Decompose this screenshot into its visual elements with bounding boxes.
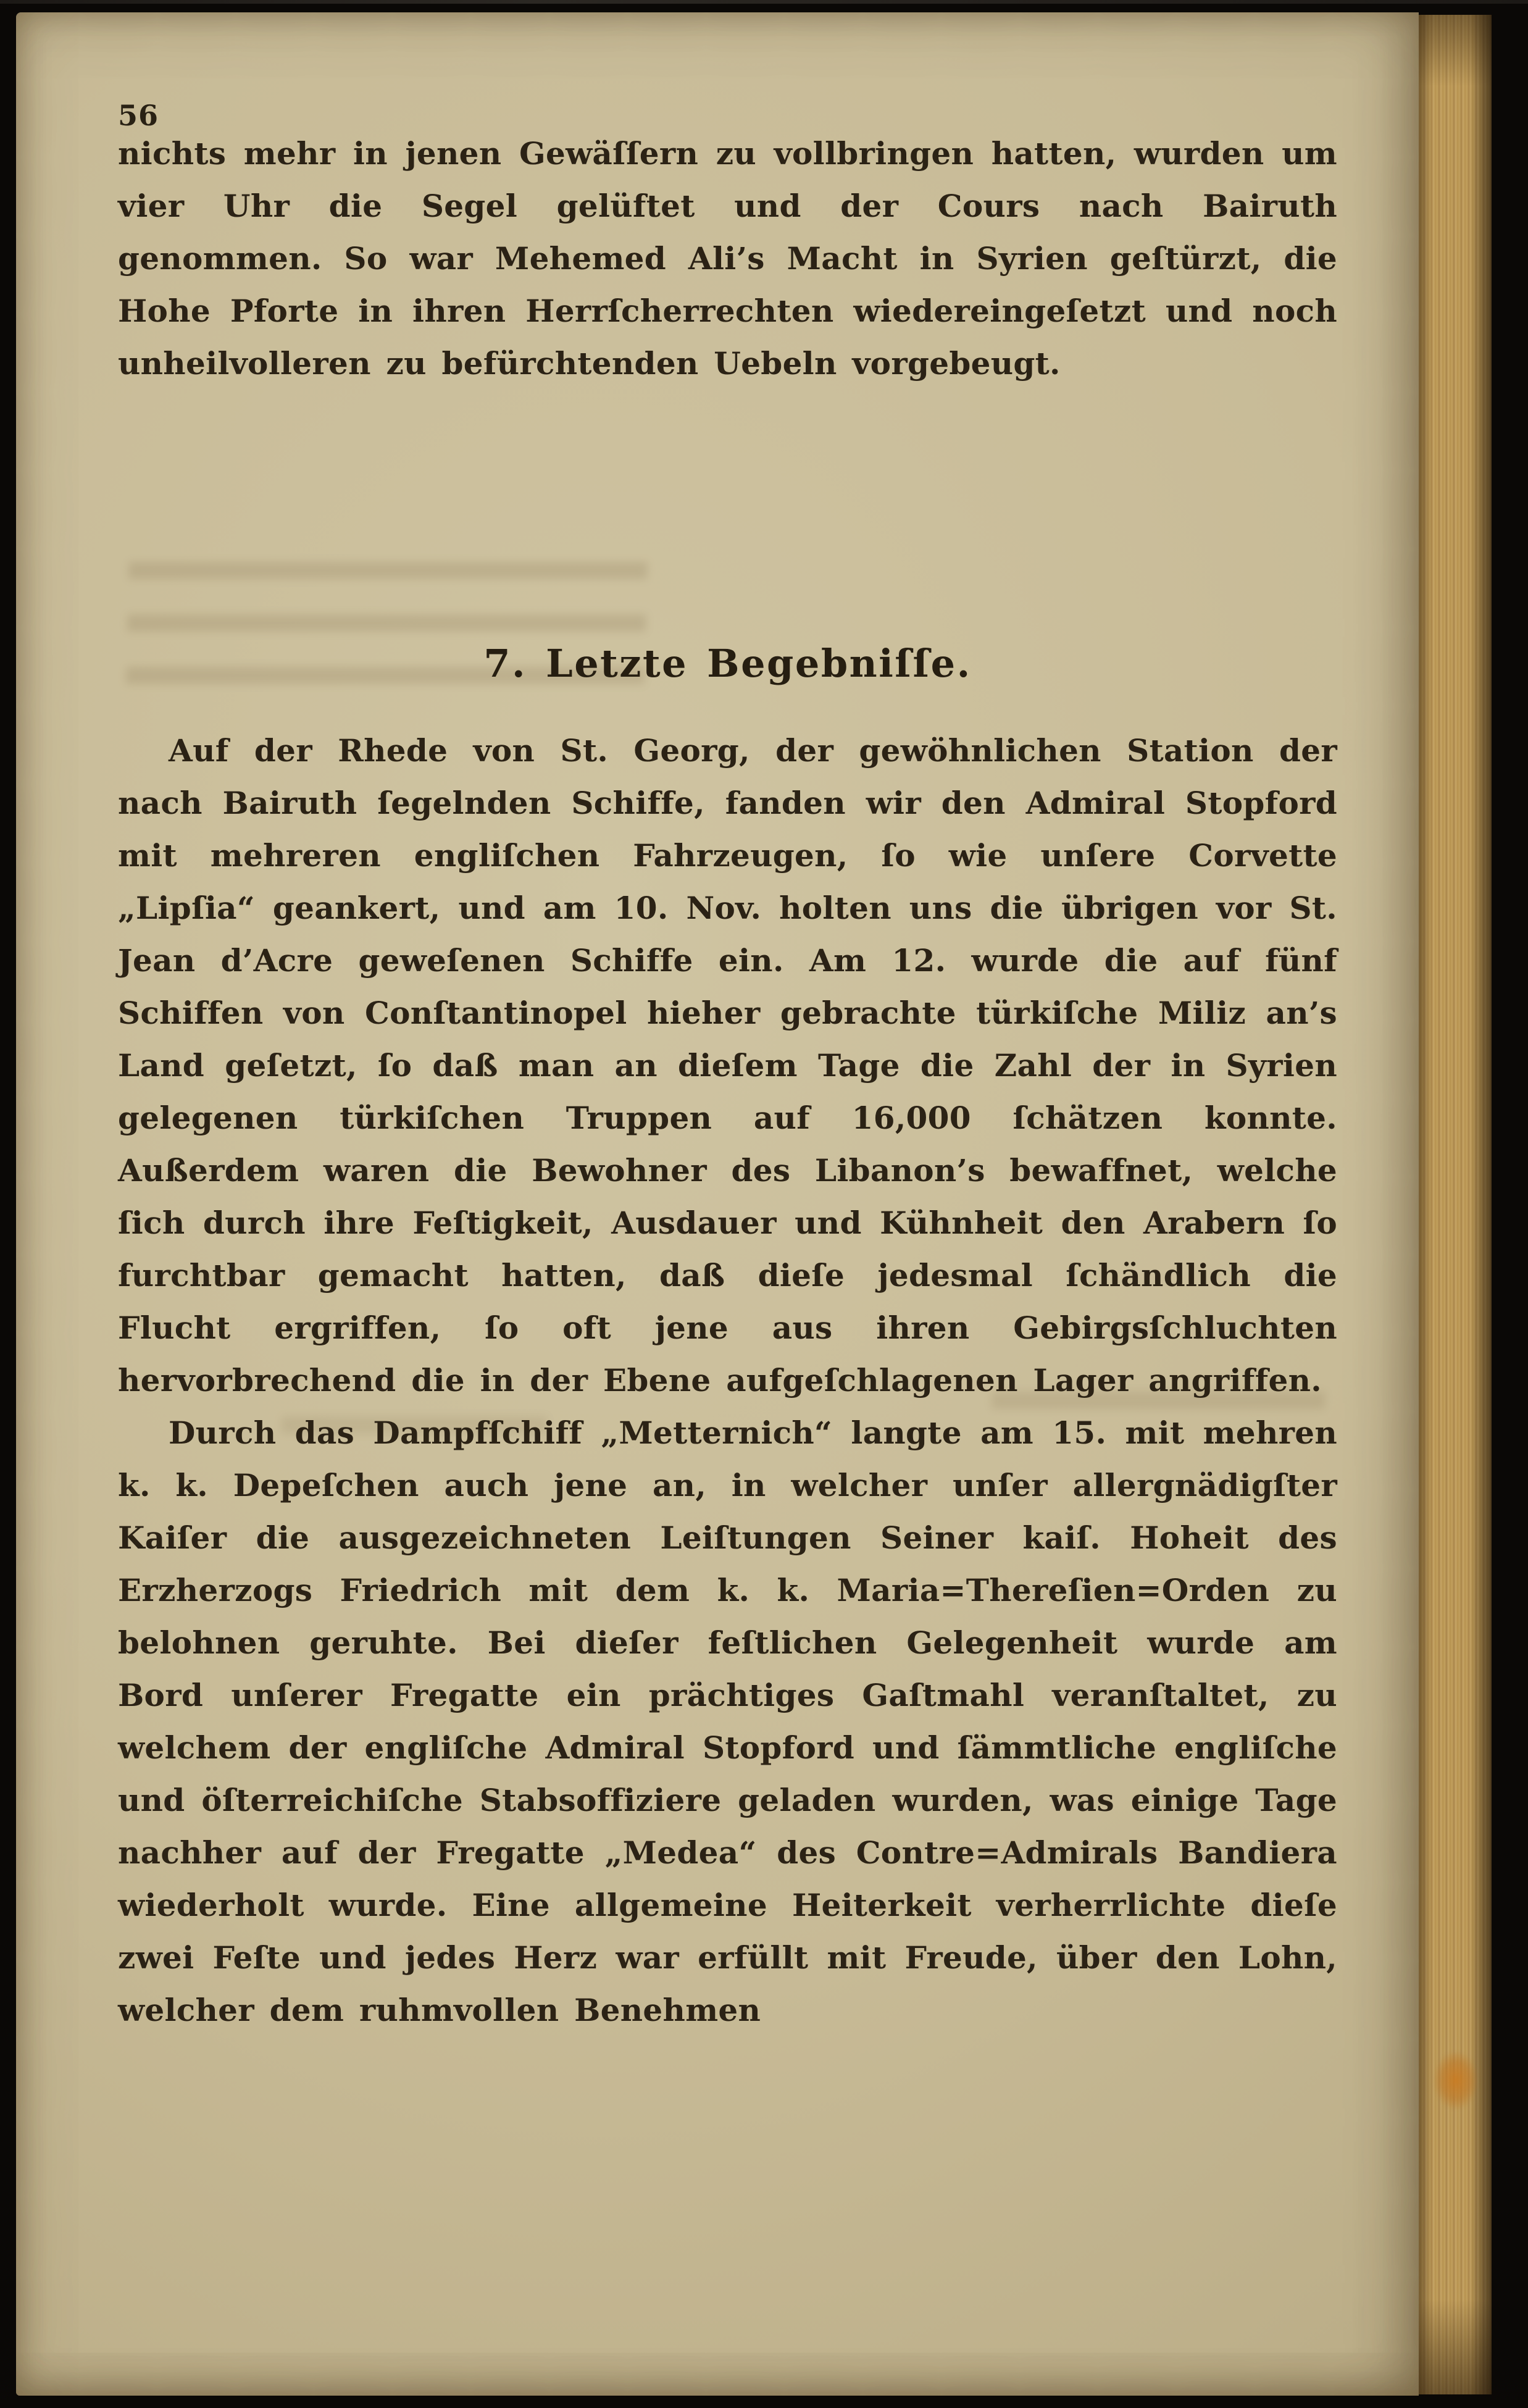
text-block	[118, 127, 1337, 2036]
foxing-stain	[1434, 2051, 1478, 2110]
scanner-edge	[0, 0, 1528, 4]
body-paragraph: Durch das Dampfſchiff „Metternich“ langte am 15. mit mehren k. k. Depeſchen auch jene an, in welcher unſer allergnädigſter Kaiſer die ausgezeichneten Leiſtungen Seiner kaiſ. Hoheit des Erzherzogs Friedrich mit dem k. k. Maria=Thereſien=Orden zu belohnen geruhte. Bei dieſer feſtlichen Gelegenheit wurde am Bord unſerer Fregatte ein prächtiges Gaſtmahl veranſtaltet, zu welchem der engliſche Admiral Stopford und ſämmtliche engliſche und öſterreichiſche Stabsoffiziere geladen wurden, was einige Tage nachher auf der Fregatte „Medea“ des Contre=Admirals Bandiera wiederholt wurde. Eine allgemeine Heiterkeit verherrlichte dieſe zwei Feſte und jedes Herz war erfüllt mit Freude, über den Lohn, welcher dem ruhmvollen Benehmen	[118, 1415, 1337, 2028]
page-number: 56	[118, 99, 159, 132]
body-paragraph: Auf der Rhede von St. Georg, der gewöhnlichen Station der nach Bairuth ſegelnden Schiffe, fanden wir den Admiral Stopford mit mehreren engliſchen Fahrzeugen, ſo wie unſere Corvette „Lipſia“ geankert, und am 10. Nov. holten uns die übrigen vor St. Jean d’Acre geweſenen Schiffe ein. Am 12. wurde die auf fünf Schiffen von Conſtantinopel hieher gebrachte türkiſche Miliz an’s Land geſetzt, ſo daß man an dieſem Tage die Zahl der in Syrien gelegenen türkiſchen Truppen auf 16,000 ſchätzen konnte. Außerdem waren die Bewohner des Libanon’s bewaffnet, welche ſich durch ihre Feſtigkeit, Ausdauer und Kühnheit den Arabern ſo furchtbar gemacht hatten, daß dieſe jedesmal ſchändlich die Flucht ergriffen, ſo oft jene aus ihren Gebirgsſchluchten hervorbrechend die in der Ebene aufgeſchlagenen Lager angriffen.	[118, 732, 1337, 1398]
book-page	[16, 12, 1419, 2396]
book-fore-edge-pages	[1419, 15, 1492, 2394]
section-heading: 7. Letzte Begebniſſe.	[483, 641, 972, 686]
body-paragraph-continuation: nichts mehr in jenen Gewäſſern zu vollbringen hatten, wurden um vier Uhr die Segel gelüftet und der Cours nach Bairuth genommen. So war Mehemed Ali’s Macht in Syrien geſtürzt, die Hohe Pforte in ihren Herrſcherrechten wiedereingeſetzt und noch unheilvolleren zu befürchtenden Uebeln vorgebeugt.	[118, 135, 1337, 382]
